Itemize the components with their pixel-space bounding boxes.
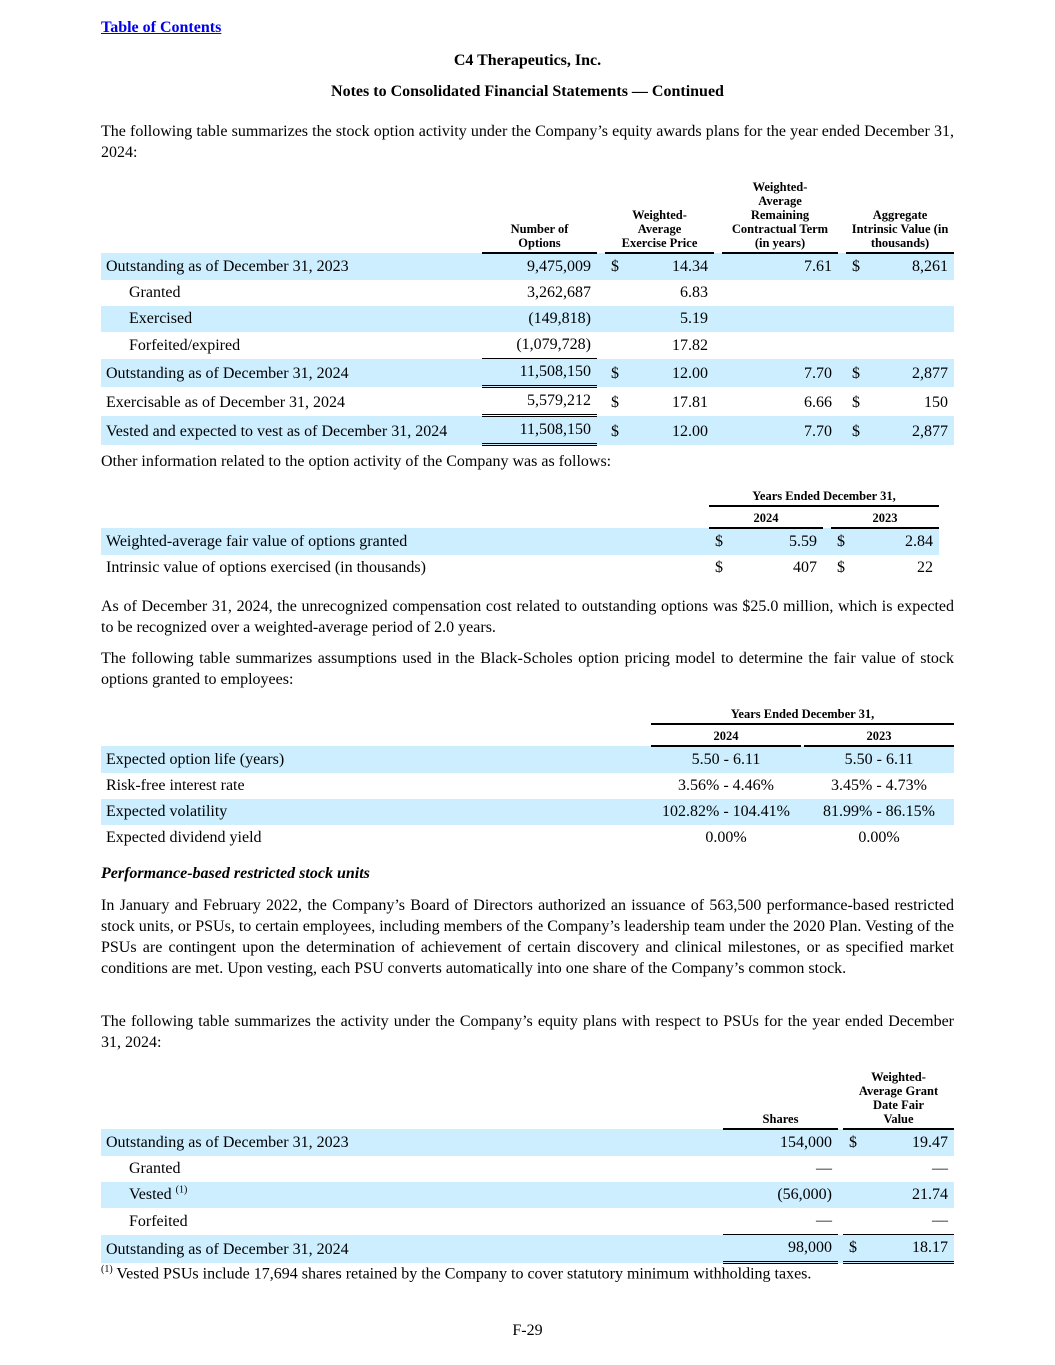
psu-table-intro: The following table summarizes the activity under the Company’s equity plans with respect to PSUs for the year ended December 31, 2024:	[101, 1013, 954, 1051]
table-row: Expected volatility 102.82% - 104.41% 81.99% - 86.15%	[101, 799, 954, 825]
years-ended-header: Years Ended December 31,	[709, 486, 939, 506]
table-row: Expected option life (years) 5.50 - 6.11 5.50 - 6.11	[101, 746, 954, 773]
header-grant-date-fair-value: Weighted- Average Grant Date Fair Value	[843, 1070, 954, 1129]
table-row: Vested and expected to vest as of December 31, 2024 11,508,150 $ 12.00 7.70 $ 2,877	[101, 416, 954, 445]
header-contractual-term: Weighted- Average Remaining Contractual Term (in years)	[722, 180, 838, 253]
options-intro-paragraph: The following table summarizes the stock option activity under the Company’s equity awards plans for the year ended December 31, 2024:	[101, 123, 954, 161]
company-name: C4 Therapeutics, Inc.	[453, 52, 602, 69]
header-intrinsic-value: Aggregate Intrinsic Value (in thousands)	[846, 180, 954, 253]
header-exercise-price: Weighted- Average Exercise Price	[605, 180, 714, 253]
black-scholes-intro: The following table summarizes assumptions used in the Black-Scholes option pricing model to determine the fair value of stock options granted to employees:	[101, 650, 954, 688]
table-row: Outstanding as of December 31, 2024 98,000 $ 18.17	[101, 1235, 954, 1263]
table-row: Outstanding as of December 31, 2023 9,475,009 $ 14.34 7.61 $ 8,261	[101, 253, 954, 280]
table-row: Vested $^{(1)}$ (56,000) 21.74	[101, 1182, 954, 1208]
psu-paragraph: In January and February 2022, the Company’s Board of Directors authorized an issuance of 563,500 performance-based restricted stock units, or PSUs, to certain employees, including members of the Company’s leadership team under the 2020 Plan. Vesting of the PSUs are contingent upon the determination of achievement of certain discovery and clinical milestones, or as specified market conditions are met. Upon vesting, each PSU converts automatically into one share of the Company’s common stock.	[101, 897, 954, 977]
table-row: Granted 3,262,687 6.83	[129, 284, 708, 301]
footnote-text: Vested PSUs include 17,694 shares retained by the Company to cover statutory minimum withholding taxes.	[116, 1265, 812, 1283]
col-2023: 2023	[831, 506, 939, 528]
header-shares: Shares	[723, 1070, 838, 1129]
table-row: Forfeited — —	[101, 1208, 954, 1235]
psu-activity-table	[101, 1070, 954, 1264]
page-subtitle: Notes to Consolidated Financial Statements — Continued	[331, 83, 724, 100]
header-number-of-options: Number of Options	[482, 180, 597, 253]
table-row: Outstanding as of December 31, 2024 11,508,150 $ 12.00 7.70 $ 2,877	[101, 359, 954, 387]
table-row: Intrinsic value of options exercised (in thousands) $ 407 $ 22	[106, 559, 934, 576]
table-of-contents-link[interactable]: Table of Contents	[101, 19, 222, 36]
table-row: Outstanding as of December 31, 2023 154,000 $ 19.47	[101, 1129, 954, 1156]
col-2024: 2024	[651, 724, 801, 746]
years-ended-header: Years Ended December 31,	[651, 704, 954, 724]
table-row: Granted — —	[129, 1160, 948, 1177]
footnote	[101, 1264, 811, 1283]
stock-option-activity-table	[101, 180, 954, 446]
table-row: Weighted-average fair value of options granted $ 5.59 $ 2.84	[101, 528, 954, 555]
table-row: Exercised (149,818) 5.19	[101, 306, 954, 332]
table-row: Risk-free interest rate 3.56% - 4.46% 3.45% - 4.73%	[106, 777, 927, 794]
page-number: F-29	[512, 1322, 543, 1339]
other-option-info-table	[101, 486, 954, 581]
psu-section-heading: Performance-based restricted stock units	[101, 865, 370, 882]
black-scholes-assumptions-table	[101, 704, 954, 851]
table-row: Exercisable as of December 31, 2024 5,579,212 $ 17.81 6.66 $ 150	[101, 387, 954, 416]
col-2024: 2024	[709, 506, 823, 528]
table-row: Expected dividend yield 0.00% 0.00%	[106, 829, 900, 846]
col-2023: 2023	[804, 724, 954, 746]
unrecognized-cost-paragraph: As of December 31, 2024, the unrecognized compensation cost related to outstanding options was $25.0 million, which is expected to be recognized over a weighted-average period of 2.0 years.	[101, 598, 954, 636]
table-row: Forfeited/expired (1,079,728) 17.82	[101, 332, 954, 359]
footnote-marker: (1)	[101, 1264, 113, 1275]
footnote-marker: (1)	[175, 1184, 188, 1196]
other-info-intro: Other information related to the option activity of the Company was as follows:	[101, 453, 612, 470]
